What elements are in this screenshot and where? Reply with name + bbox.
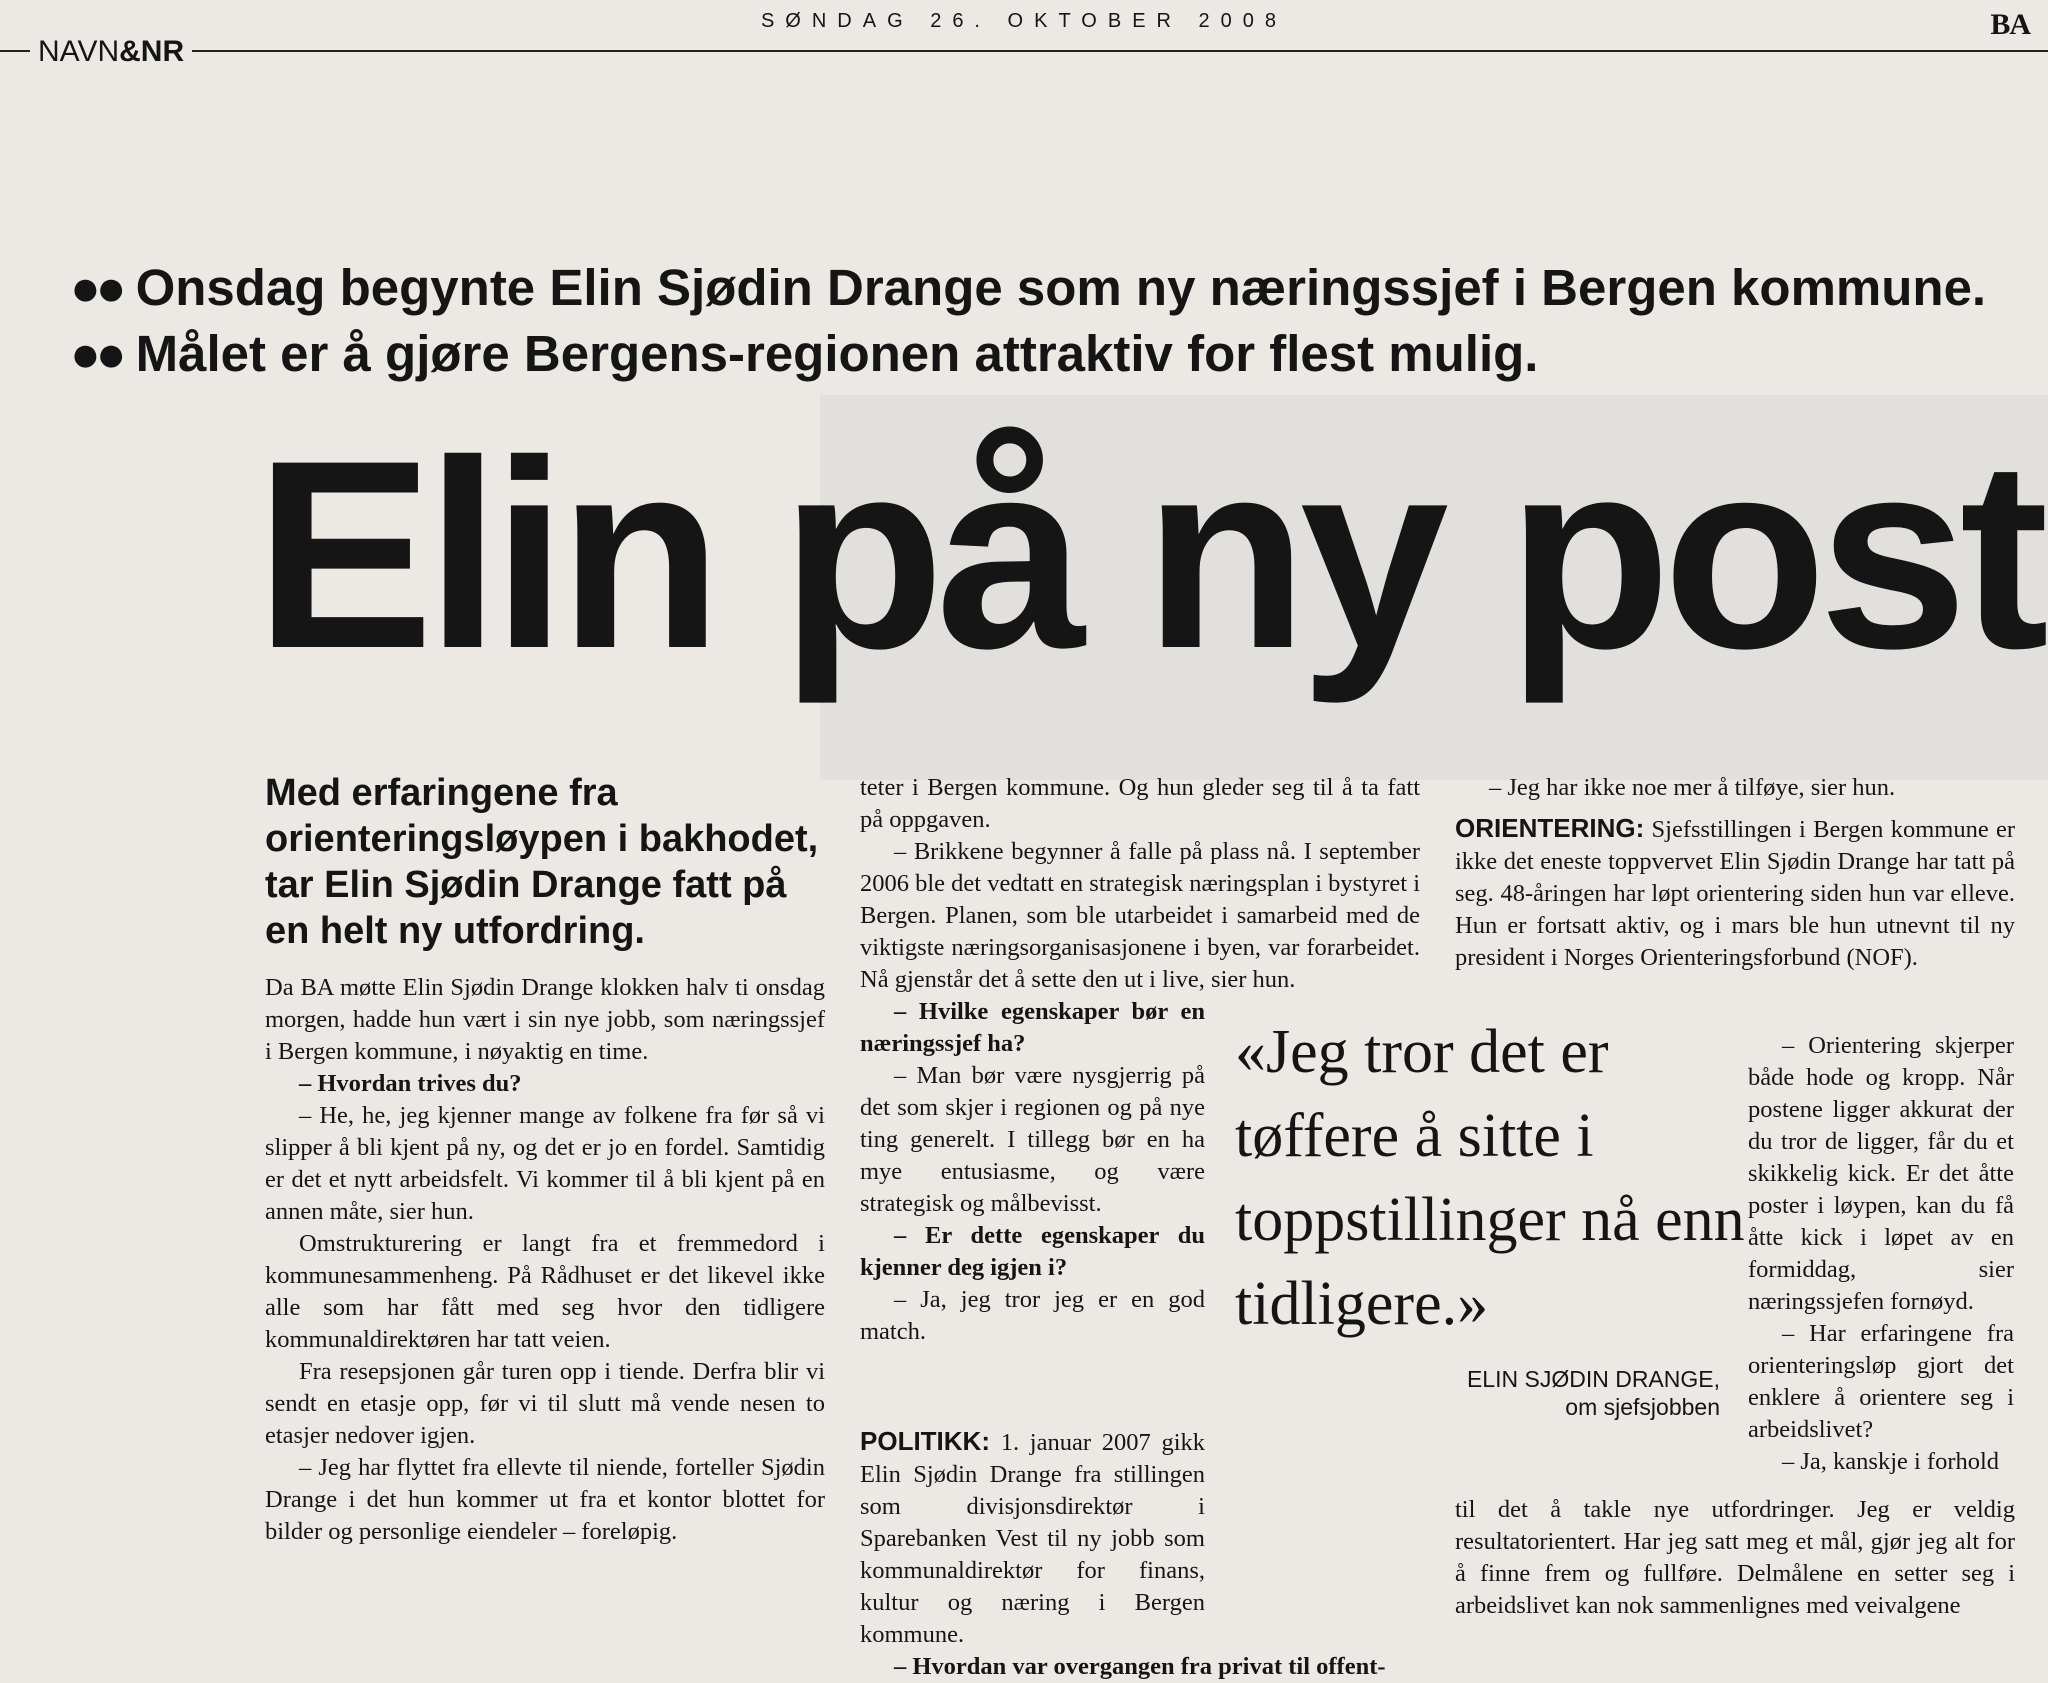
paragraph: Da BA møtte Elin Sjødin Drange klokken halv ti onsdag morgen, hadde hun vært i sin nye jobb, som næringssjef i Bergen kommune, i nøyaktig en time.	[265, 974, 825, 1065]
orientering-text: Sjefsstillingen i Bergen kommune er ikke det eneste toppvervet Elin Sjødin Drange har tatt på seg. 48-åringen har løpt orientering siden hun var elleve. Hun er fortsatt aktiv, og i mars ble hun utnevnt til ny president i Norges Orienteringsforbund (NOF).	[1455, 816, 2016, 971]
paragraph: Omstrukturering er langt fra et fremmedord i kommunesammenheng. På Rådhuset er det likevel ikke alle som har fått med seg hvor den tidligere kommunaldirektøren har tatt veien.	[265, 1230, 825, 1353]
article-column-3-bottom	[1455, 1494, 2015, 1622]
article-column-3-narrow	[1748, 1030, 2014, 1478]
paragraph: – Har erfaringene fra orienteringsløp gjort det enklere å orientere seg i arbeidslivet?	[1748, 1320, 2014, 1443]
article-column-2-bottom	[860, 1425, 1386, 1683]
article-column-1	[265, 770, 825, 1548]
orientering-label: ORIENTERING:	[1455, 813, 1645, 843]
bullet-icon: ●●	[70, 259, 122, 316]
paragraph: – Brikkene begynner å falle på plass nå. I september 2006 ble det vedtatt en strategisk næringsplan i bystyret i Bergen. Planen, som ble utarbeidet i samarbeid med de viktigste næringsorganisasjonene i byen, var forarbeidet. Nå gjenstår det å sette den ut i live, sier hun.	[860, 838, 1420, 993]
paragraph: teter i Bergen kommune. Og hun gleder seg til å ta fatt på oppgaven.	[860, 774, 1420, 833]
article-column-3-top	[1455, 772, 2015, 974]
politikk-paragraph	[860, 1425, 1205, 1651]
pull-quote: «Jeg tror det er tøffere å sitte i toppstillinger nå enn tidligere.»	[1235, 1018, 1745, 1338]
interview-question: – Er dette egenskaper du kjenner deg igjen i?	[860, 1222, 1205, 1281]
newspaper-logo: BA	[1990, 8, 2030, 41]
kicker-text-2: Målet er å gjøre Bergens-regionen attraktiv for flest mulig.	[135, 325, 1539, 382]
lead-paragraph: Med erfaringene fra orienteringsløypen i bakhodet, tar Elin Sjødin Drange fatt på en helt ny utfordring.	[265, 772, 819, 952]
politikk-label: POLITIKK:	[860, 1426, 990, 1456]
kicker-line-2	[70, 324, 1538, 383]
section-label-suffix: &NR	[119, 35, 185, 68]
paragraph: – Ja, jeg tror jeg er en god match.	[860, 1286, 1205, 1345]
interview-question: – Hvordan var overgangen fra privat til offent-	[894, 1653, 1386, 1680]
masthead-date: SØNDAG 26. OKTOBER 2008	[760, 10, 1288, 32]
section-label	[30, 35, 192, 69]
interview-question: – Hvilke egenskaper bør en næringssjef ha?	[860, 998, 1205, 1057]
kicker-line-1	[70, 258, 1986, 317]
bullet-icon: ●●	[70, 325, 122, 382]
paragraph: – Ja, kanskje i forhold	[1782, 1448, 2000, 1475]
paragraph: – Man bør være nysgjerrig på det som skjer i regionen og på nye ting generelt. I tillegg bør en ha mye entusiasme, og være strategisk og målbevisst.	[860, 1062, 1205, 1217]
paragraph: – He, he, jeg kjenner mange av folkene fra før så vi slipper å bli kjent på ny, og det er jo en fordel. Samtidig er det et nytt arbeidsfelt. Vi kommer til å bli kjent på en annen måte, sier hun.	[265, 1102, 825, 1225]
quote-source-name: ELIN SJØDIN DRANGE,	[1466, 1366, 1720, 1392]
paragraph: – Jeg har ikke noe mer å tilføye, sier hun.	[1489, 774, 1896, 801]
orientering-paragraph	[1455, 812, 2015, 974]
section-label-prefix: NAVN	[38, 35, 120, 68]
interview-question: – Hvordan trives du?	[299, 1070, 522, 1097]
politikk-text: 1. januar 2007 gikk Elin Sjødin Drange fra stillingen som divisjonsdirektør i Sparebanken Vest til ny jobb som kommunaldirektør for finans, kultur og næring i Bergen kommune.	[860, 1429, 1205, 1648]
headline: Elin på ny post	[255, 404, 2041, 704]
quote-source-context: om sjefsjobben	[1565, 1394, 1720, 1420]
article-column-2-top	[860, 772, 1420, 1348]
paragraph: til det å takle nye utfordringer. Jeg er veldig resultatorientert. Har jeg satt meg et mål, gjør jeg alt for å finne frem og fullføre. Delmålene en setter seg i arbeidslivet kan nok sammenlignes med veivalgene	[1455, 1496, 2015, 1619]
kicker-text-1: Onsdag begynte Elin Sjødin Drange som ny næringssjef i Bergen kommune.	[135, 259, 1987, 316]
paragraph: – Jeg har flyttet fra ellevte til niende, forteller Sjødin Drange i det hun kommer ut fra et kontor blottet for bilder og personlige eiendeler – foreløpig.	[265, 1454, 825, 1545]
section-divider	[0, 50, 2048, 52]
paragraph: – Orientering skjerper både hode og kropp. Når postene ligger akkurat der du tror de ligger, får du et skikkelig kick. Er det åtte poster i løypen, kan du få åtte kick i løpet av en formiddag, sier næringssjefen fornøyd.	[1748, 1032, 2014, 1315]
paragraph: Fra resepsjonen går turen opp i tiende. Derfra blir vi sendt en etasje opp, før vi til slutt må vende nesen to etasjer nedover igjen.	[265, 1358, 825, 1449]
pull-quote-attribution	[1440, 1365, 1720, 1421]
